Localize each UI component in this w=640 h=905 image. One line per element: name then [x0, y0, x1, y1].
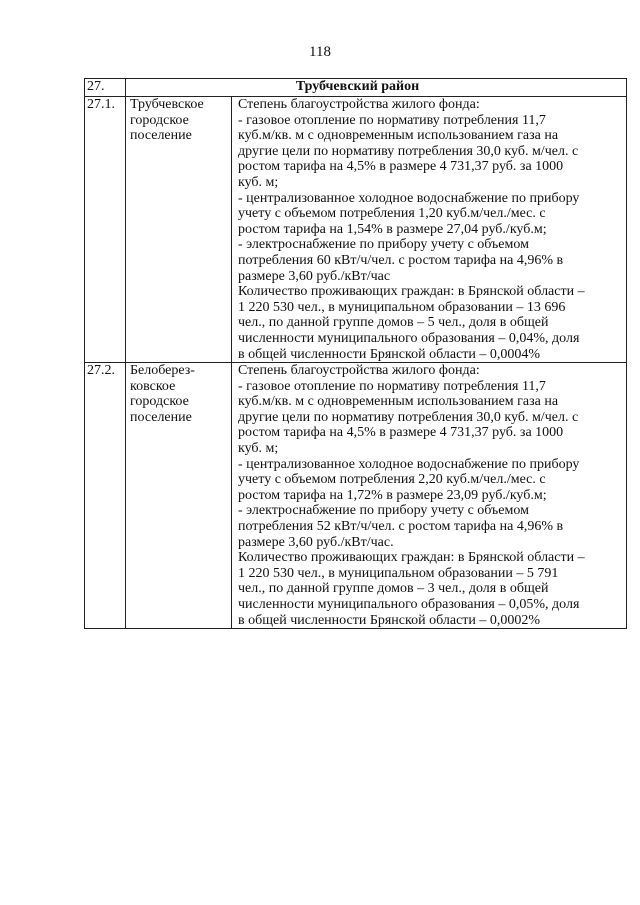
description-line: куб.м/кв. м с одновременным использованием газа на — [238, 128, 559, 144]
row-number: 27.2. — [85, 363, 126, 629]
description-line: Количество проживающих граждан: в Брянской области – — [238, 284, 585, 300]
description-line: другие цели по нормативу потребления 30,0 куб. м/чел. с — [238, 409, 579, 425]
settlement-name — [126, 97, 232, 363]
settlement-name-line: городское — [130, 394, 189, 410]
description-line: ростом тарифа на 1,54% в размере 27,04 руб./куб.м; — [238, 221, 547, 237]
description-line: куб. м; — [238, 441, 279, 457]
settlement-description — [232, 97, 627, 363]
description-line: 1 220 530 чел., в муниципальном образовании – 13 696 — [238, 299, 566, 315]
description-line: ростом тарифа на 4,5% в размере 4 731,37 руб. за 1000 — [238, 425, 564, 441]
description-line: куб. м; — [238, 174, 279, 190]
description-line: - газовое отопление по нормативу потребления 11,7 — [238, 112, 546, 128]
description-line: - централизованное холодное водоснабжение по прибору — [238, 190, 580, 206]
description-line: Степень благоустройства жилого фонда: — [238, 363, 480, 379]
settlement-name-line: Белоберез- — [130, 363, 195, 379]
description-line: - электроснабжение по прибору учету с объемом — [238, 503, 529, 519]
page-number: 118 — [309, 44, 331, 60]
settlement-name-line: Трубчевское — [130, 97, 204, 112]
description-line: - газовое отопление по нормативу потребления 11,7 — [238, 378, 546, 394]
settlement-name-line: поселение — [130, 409, 192, 425]
settlement-name-line: городское — [130, 112, 189, 128]
description-line: 1 220 530 чел., в муниципальном образовании – 5 791 — [238, 565, 559, 581]
description-line: размере 3,60 руб./кВт/час. — [238, 534, 394, 550]
description-line: в общей численности Брянской области – 0,0002% — [238, 612, 541, 628]
row-number: 27.1. — [85, 97, 126, 363]
header-number: 27. — [85, 79, 126, 97]
description-line: ростом тарифа на 1,72% в размере 23,09 руб./куб.м; — [238, 487, 547, 503]
settlement-name-line: ковское — [130, 378, 176, 394]
description-line: численности муниципального образования – 0,05%, доля — [238, 597, 580, 612]
district-title: Трубчевский район — [126, 79, 627, 97]
description-line: учету с объемом потребления 2,20 куб.м/чел./мес. с — [238, 472, 546, 488]
description-line: численности муниципального образования – 0,04%, доля — [238, 330, 580, 346]
description-line: потребления 60 кВт/ч/чел. с ростом тарифа на 4,96% в — [238, 252, 564, 268]
description-line: размере 3,60 руб./кВт/час — [238, 268, 391, 284]
description-line: ростом тарифа на 4,5% в размере 4 731,37 руб. за 1000 — [238, 159, 564, 175]
description-line: - централизованное холодное водоснабжение по прибору — [238, 456, 580, 472]
settlement-name-line: поселение — [130, 128, 192, 144]
description-line: чел., по данной группе домов – 5 чел., доля в общей — [238, 315, 549, 331]
description-line: учету с объемом потребления 1,20 куб.м/чел./мес. с — [238, 206, 546, 222]
settlement-name — [126, 363, 232, 629]
description-line: другие цели по нормативу потребления 30,0 куб. м/чел. с — [238, 143, 579, 159]
tariff-table — [84, 78, 627, 629]
table-row — [85, 97, 627, 363]
table-header-row — [85, 79, 627, 97]
description-line: куб.м/кв. м с одновременным использованием газа на — [238, 394, 559, 410]
description-line: Количество проживающих граждан: в Брянской области – — [238, 550, 585, 566]
table-row — [85, 363, 627, 629]
description-line: - электроснабжение по прибору учету с объемом — [238, 237, 529, 253]
description-line: потребления 52 кВт/ч/чел. с ростом тарифа на 4,96% в — [238, 519, 564, 535]
settlement-description — [232, 363, 627, 629]
description-line: Степень благоустройства жилого фонда: — [238, 97, 480, 112]
description-line: в общей численности Брянской области – 0,0004% — [238, 346, 541, 362]
description-line: чел., по данной группе домов – 3 чел., доля в общей — [238, 581, 549, 597]
